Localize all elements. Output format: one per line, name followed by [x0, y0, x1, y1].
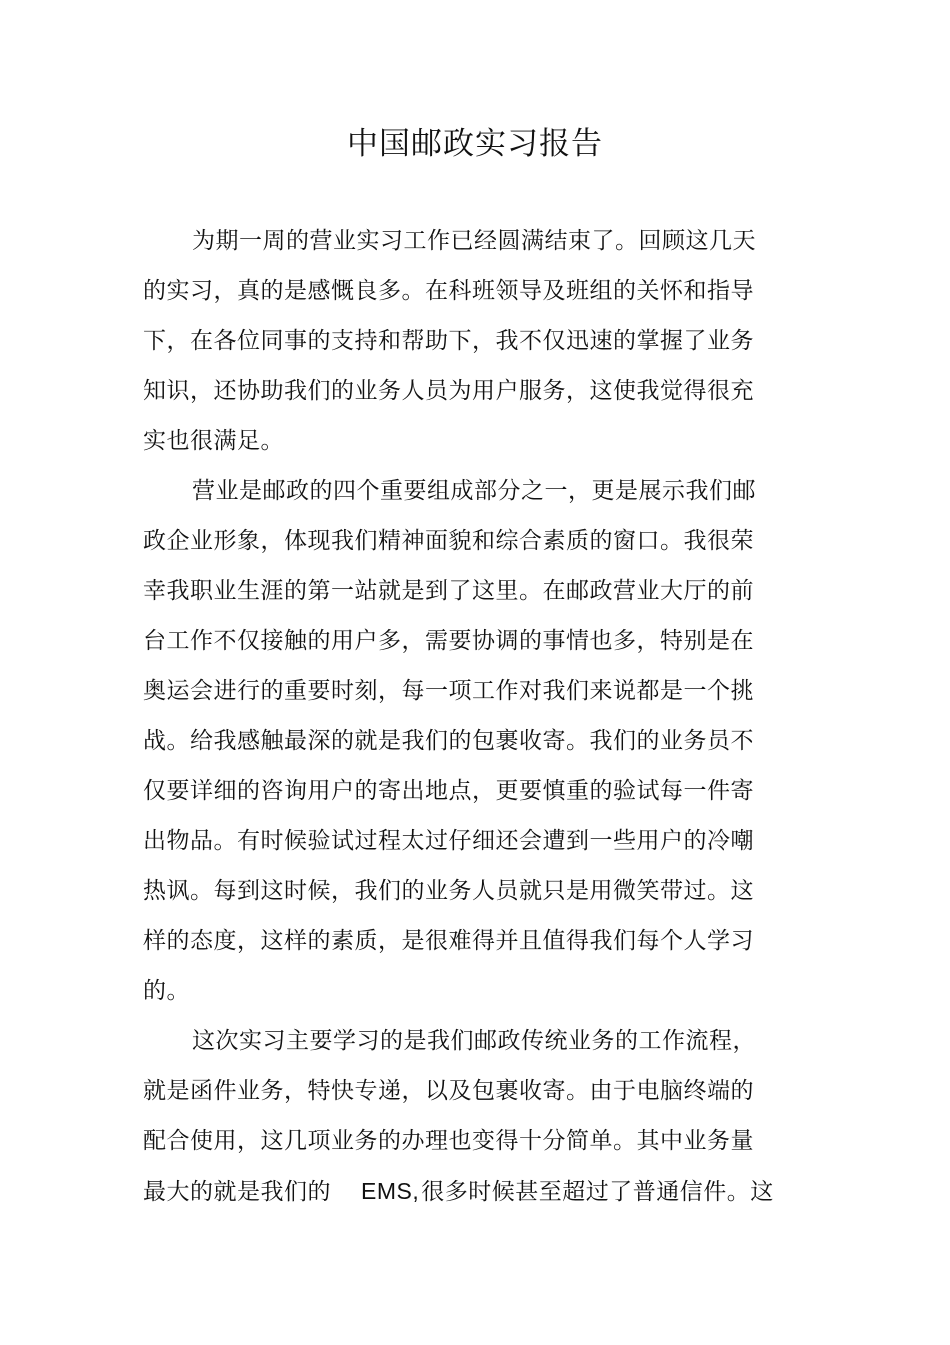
- paragraph-2-line-8: 出物品。有时候验试过程太过仔细还会遭到一些用户的冷嘲: [143, 828, 754, 854]
- paragraph-3-line-1: 这次实习主要学习的是我们邮政传统业务的工作流程，: [192, 1028, 756, 1054]
- paragraph-2-line-2: 政企业形象，体现我们精神面貌和综合素质的窗口。我很荣: [143, 528, 754, 554]
- line-text-before-term: 最大的就是我们的: [143, 1179, 331, 1205]
- paragraph-2-line-3: 幸我职业生涯的第一站就是到了这里。在邮政营业大厅的前: [143, 578, 754, 604]
- paragraph-2-line-7: 仅要详细的咨询用户的寄出地点，更要慎重的验试每一件寄: [143, 778, 754, 804]
- paragraph-1-line-3: 下，在各位同事的支持和帮助下，我不仅迅速的掌握了业务: [143, 328, 754, 354]
- paragraph-2-line-1: 营业是邮政的四个重要组成部分之一，更是展示我们邮: [192, 478, 756, 504]
- paragraph-2-line-11: 的。: [143, 978, 190, 1004]
- paragraph-3-line-3: 配合使用，这几项业务的办理也变得十分简单。其中业务量: [143, 1128, 754, 1154]
- paragraph-1-line-5: 实也很满足。: [143, 428, 284, 454]
- paragraph-2-line-4: 台工作不仅接触的用户多，需要协调的事情也多，特别是在: [143, 628, 754, 654]
- paragraph-2-line-10: 样的态度，这样的素质，是很难得并且值得我们每个人学习: [143, 928, 754, 954]
- paragraph-1-line-4: 知识，还协助我们的业务人员为用户服务，这使我觉得很充: [143, 378, 754, 404]
- document-title: 中国邮政实习报告: [347, 126, 603, 162]
- paragraph-1-line-2: 的实习，真的是感慨良多。在科班领导及班组的关怀和指导: [143, 278, 754, 304]
- paragraph-3-line-2: 就是函件业务，特快专递，以及包裹收寄。由于电脑终端的: [143, 1078, 754, 1104]
- paragraph-3-line-4: [143, 1176, 774, 1207]
- ems-term: EMS,: [361, 1178, 420, 1204]
- paragraph-1-line-1: 为期一周的营业实习工作已经圆满结束了。回顾这几天: [192, 228, 756, 254]
- paragraph-2-line-9: 热讽。每到这时候，我们的业务人员就只是用微笑带过。这: [143, 878, 754, 904]
- paragraph-2-line-5: 奥运会进行的重要时刻，每一项工作对我们来说都是一个挑: [143, 678, 754, 704]
- line-text-after-term: 很多时候甚至超过了普通信件。这: [421, 1179, 774, 1205]
- paragraph-2-line-6: 战。给我感触最深的就是我们的包裹收寄。我们的业务员不: [143, 728, 754, 754]
